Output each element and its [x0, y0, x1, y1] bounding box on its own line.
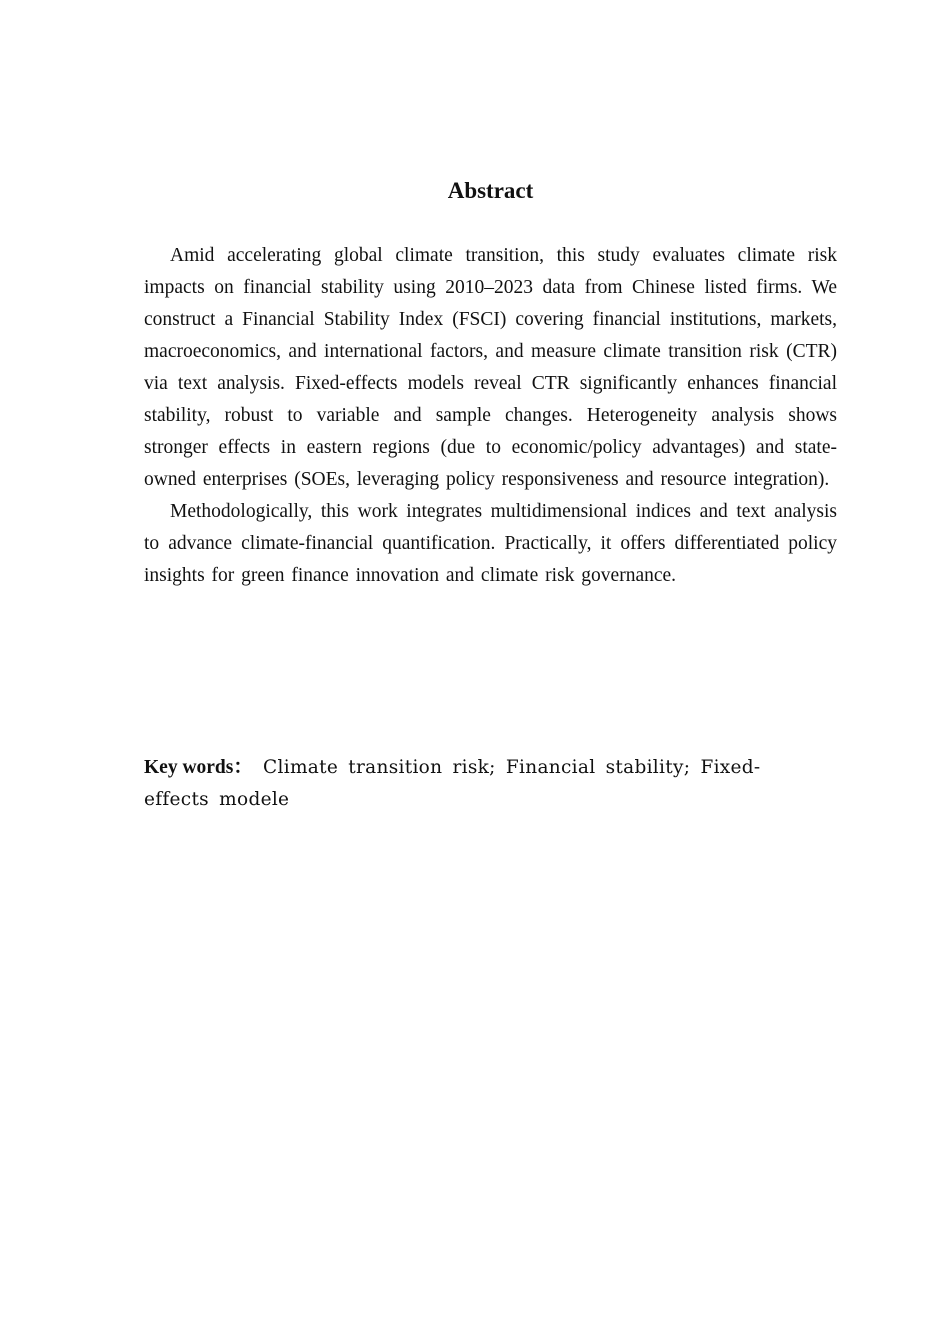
- keywords-label: Key words：: [144, 757, 253, 778]
- keywords-text: Climate transition risk; Financial stability; Fixed-effects modele: [144, 757, 761, 810]
- abstract-paragraph-1: Amid accelerating global climate transition, this study evaluates climate risk impacts on financial stability using 2010–2023 data from Chinese listed firms. We construct a Financial Stability Index (FSCI) covering financial institutions, markets, macroeconomics, and international factors, and measure climate transition risk (CTR) via text analysis. Fixed-effects models reveal CTR significantly enhances financial stability, robust to variable and sample changes. Heterogeneity analysis shows stronger effects in eastern regions (due to economic/policy advantages) and state-owned enterprises (SOEs, leveraging policy responsiveness and resource integration).: [144, 245, 837, 490]
- keywords-line: [144, 752, 804, 816]
- abstract-paragraph-2: Methodologically, this work integrates multidimensional indices and text analysis to advance climate-financial quantification. Practically, it offers differentiated policy insights for green finance innovation and climate risk governance.: [144, 501, 837, 586]
- abstract-title: Abstract: [447, 178, 534, 203]
- abstract-body: [144, 240, 837, 592]
